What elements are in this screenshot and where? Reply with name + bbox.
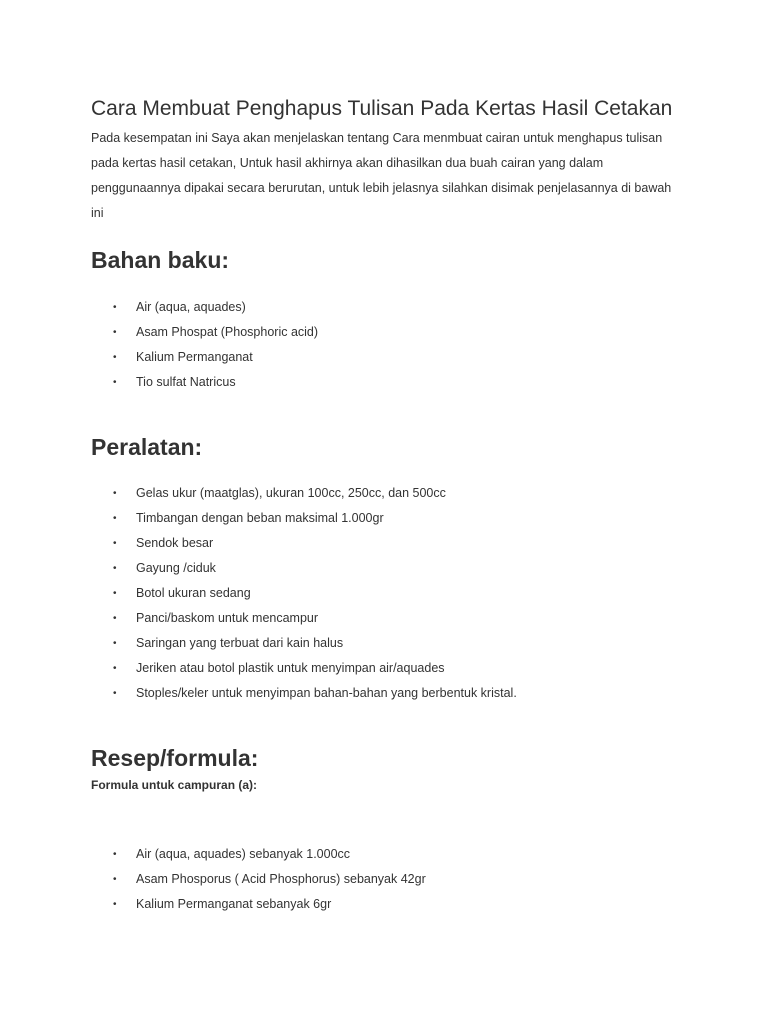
bullet-icon: • xyxy=(113,563,117,574)
bullet-icon: • xyxy=(113,638,117,649)
intro-line: penggunaannya dipakai secara berurutan, untuk lebih jelasnya silahkan disimak penjelasannya di bawah xyxy=(91,181,672,195)
list-item-text: Botol ukuran sedang xyxy=(136,586,251,600)
bullet-icon: • xyxy=(113,588,117,599)
bullet-icon: • xyxy=(113,874,117,885)
list-item-text: Kalium Permanganat xyxy=(136,350,253,364)
list-item-text: Timbangan dengan beban maksimal 1.000gr xyxy=(136,511,384,525)
list-item-text: Asam Phospat (Phosphoric acid) xyxy=(136,325,319,339)
list-item-text: Asam Phosporus ( Acid Phosphorus) sebanyak 42gr xyxy=(136,872,426,886)
list-item-text: Air (aqua, aquades) sebanyak 1.000cc xyxy=(136,847,351,861)
list-item-text: Gayung /ciduk xyxy=(136,561,216,575)
list-item-text: Saringan yang terbuat dari kain halus xyxy=(136,636,344,650)
bullet-icon: • xyxy=(113,377,117,388)
list-item-text: Tio sulfat Natricus xyxy=(136,375,236,389)
intro-line: ini xyxy=(91,206,104,220)
page-title: Cara Membuat Penghapus Tulisan Pada Kertas Hasil Cetakan xyxy=(91,97,673,120)
bullet-icon: • xyxy=(113,663,117,674)
list-item-text: Jeriken atau botol plastik untuk menyimpan air/aquades xyxy=(136,661,445,675)
heading-bahan-baku: Bahan baku: xyxy=(91,247,230,273)
intro-paragraph xyxy=(91,126,691,226)
subheading-formula-a: Formula untuk campuran (a): xyxy=(91,778,258,792)
list-item-text: Air (aqua, aquades) xyxy=(136,300,246,314)
bullet-icon: • xyxy=(113,613,117,624)
bullet-icon: • xyxy=(113,513,117,524)
list-item-text: Panci/baskom untuk mencampur xyxy=(136,611,319,625)
intro-line: pada kertas hasil cetakan, Untuk hasil akhirnya akan dihasilkan dua buah cairan yang dalam xyxy=(91,156,604,170)
bullet-icon: • xyxy=(113,327,117,338)
list-item-text: Kalium Permanganat sebanyak 6gr xyxy=(136,897,332,911)
bullet-icon: • xyxy=(113,849,117,860)
list-item-text: Stoples/keler untuk menyimpan bahan-bahan yang berbentuk kristal. xyxy=(136,686,517,700)
heading-peralatan: Peralatan: xyxy=(91,434,203,460)
heading-resep-formula: Resep/formula: xyxy=(91,745,259,771)
bullet-icon: • xyxy=(113,899,117,910)
bullet-icon: • xyxy=(113,538,117,549)
bullet-icon: • xyxy=(113,488,117,499)
bullet-icon: • xyxy=(113,688,117,699)
intro-line: Pada kesempatan ini Saya akan menjelaskan tentang Cara menmbuat cairan untuk menghapus tulisan xyxy=(91,131,663,145)
list-item-text: Gelas ukur (maatglas), ukuran 100cc, 250cc, dan 500cc xyxy=(136,486,446,500)
bullet-icon: • xyxy=(113,302,117,313)
list-item-text: Sendok besar xyxy=(136,536,214,550)
bullet-icon: • xyxy=(113,352,117,363)
